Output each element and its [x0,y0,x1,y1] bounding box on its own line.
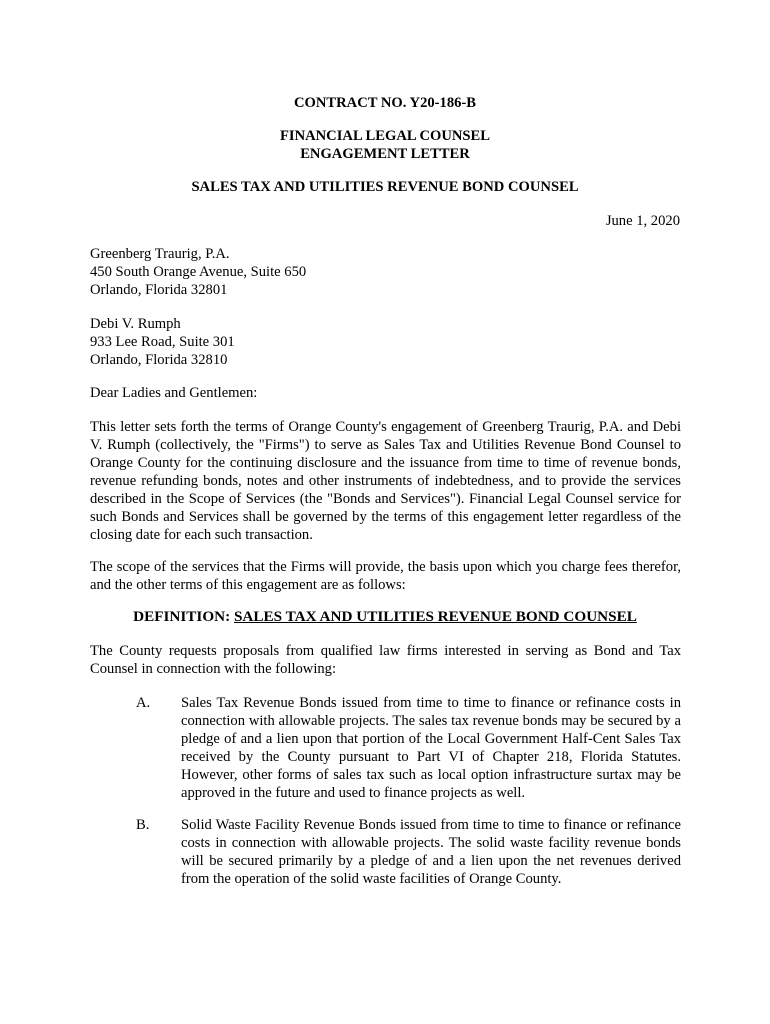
recipient-2-street: 933 Lee Road, Suite 301 [90,334,235,350]
definition-heading [0,608,770,626]
letter-date: June 1, 2020 [605,213,680,229]
recipient-1-street: 450 South Orange Avenue, Suite 650 [90,264,307,280]
list-item-text: Sales Tax Revenue Bonds issued from time to time to finance or refinance costs in connection with allowable projects. The sales tax revenue bonds may be secured by a pledge of and a lien upon that portion of the Local Government Half-Cent Sales Tax received by the County pursuant to Part VI of Chapter 218, Florida Statutes. However, other forms of sales tax such as local option infrastructure surtax may be approved in the future and used to finance projects as well. [181,695,681,801]
list-item-text: Solid Waste Facility Revenue Bonds issued from time to time to finance or refinance costs in connection with allowable projects. The solid waste facility revenue bonds will be secured primarily by a pledge of and a lien upon the net revenues derived from the operation of the solid waste facilities of Orange County. [181,817,681,887]
recipient-2-city: Orlando, Florida 32810 [90,352,228,368]
recipient-address-1 [90,245,680,299]
title-line-1: FINANCIAL LEGAL COUNSEL [279,128,491,144]
recipient-1-city: Orlando, Florida 32801 [90,282,228,298]
definition-title: SALES TAX AND UTILITIES REVENUE BOND COUNSEL [233,608,637,625]
document-title [0,127,770,163]
recipient-address-2 [90,315,680,369]
recipient-2-name: Debi V. Rumph [90,316,181,332]
scope-paragraph: The scope of the services that the Firms will provide, the basis upon which you charge fees therefor, and the other terms of this engagement are as follows: [90,559,681,593]
list-item-marker: B. [136,817,150,833]
contract-number: CONTRACT NO. Y20-186-B [293,95,477,111]
intro-paragraph: This letter sets forth the terms of Orange County's engagement of Greenberg Traurig, P.A. and Debi V. Rumph (collectively, the "Firms") to serve as Sales Tax and Utilities Revenue Bond Counsel to Orange County for the continuing disclosure and the issuance from time to time of revenue bonds, revenue refunding bonds, notes and other instruments of indebtedness, and to provide the services described in the Scope of Services (the "Bonds and Services"). Financial Legal Counsel service for such Bonds and Services shall be governed by the terms of this engagement letter regardless of the closing date for each such transaction. [90,419,681,543]
proposal-paragraph: The County requests proposals from qualified law firms interested in serving as Bond and Tax Counsel in connection with the following: [90,643,681,677]
definition-prefix: DEFINITION: [133,608,234,625]
list-item-marker: A. [136,695,151,711]
recipient-1-name: Greenberg Traurig, P.A. [90,246,230,262]
salutation: Dear Ladies and Gentlemen: [90,385,258,401]
document-subtitle: SALES TAX AND UTILITIES REVENUE BOND COUNSEL [191,179,579,195]
title-line-2: ENGAGEMENT LETTER [300,146,470,162]
